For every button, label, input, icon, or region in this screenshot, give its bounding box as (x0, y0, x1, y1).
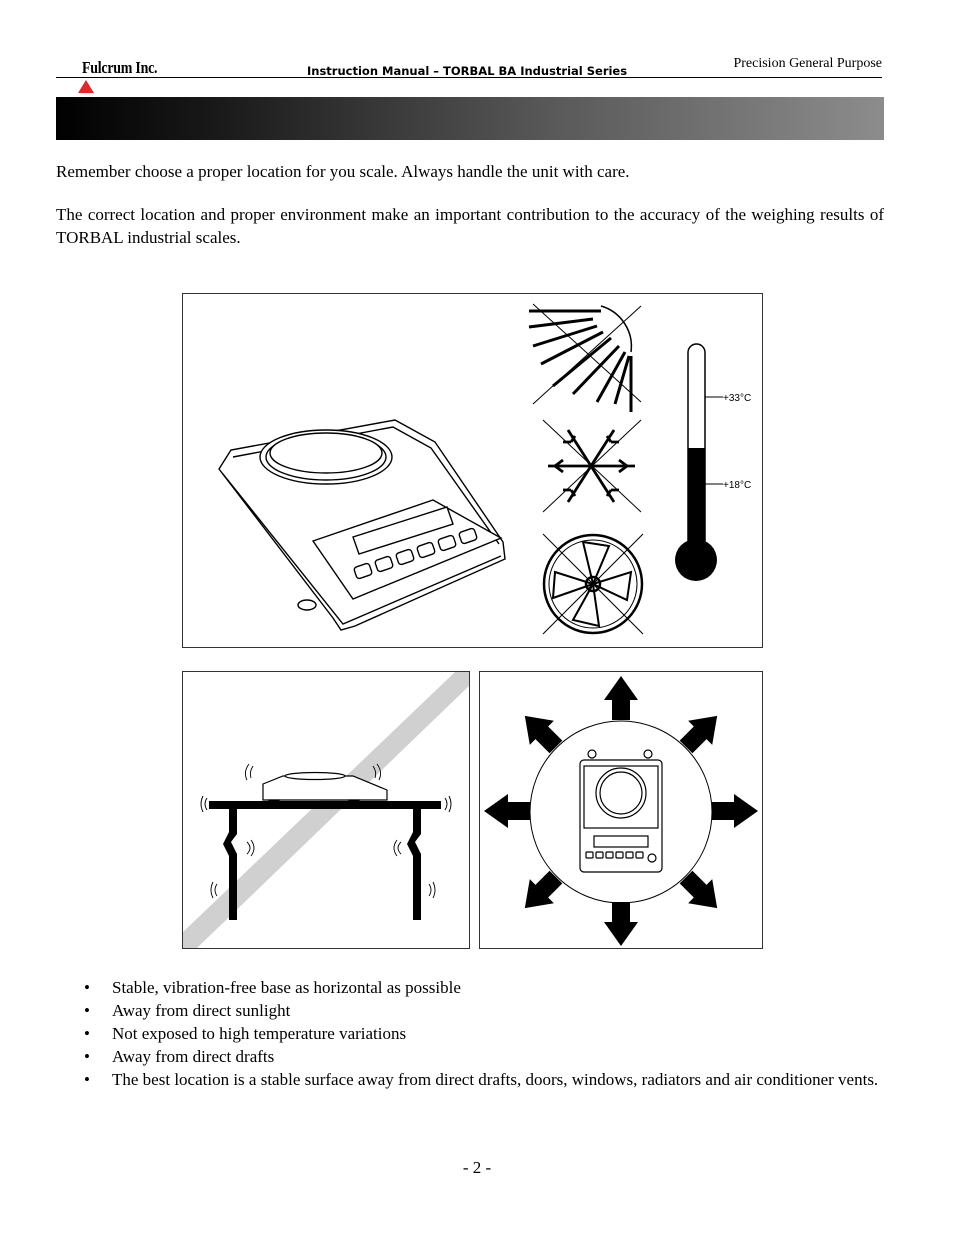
location-paragraph: The correct location and proper environment make an important contribution to the accuracy of the weighing results of TORBAL industrial scales. (56, 205, 884, 247)
intro-paragraph: Remember choose a proper location for you scale. Always handle the unit with care. (56, 162, 630, 181)
clearance-illustration (480, 672, 762, 948)
environment-illustration (183, 294, 762, 647)
list-item: • Away from direct drafts (84, 1047, 275, 1066)
bullet-text: Not exposed to high temperature variations (112, 1024, 407, 1043)
manual-title: Instruction Manual – TORBAL BA Industrial Series (307, 64, 628, 78)
clearance-figure (479, 671, 763, 949)
logo-triangle-icon (78, 80, 94, 93)
thermometer-icon (675, 344, 723, 581)
section-banner (56, 97, 884, 140)
thermometer-low-label: +18°C (723, 480, 752, 491)
balance-drawing (219, 420, 505, 630)
header-divider (56, 77, 882, 78)
bullet-text: Away from direct sunlight (112, 1001, 291, 1020)
page-number: - 2 - (462, 1158, 492, 1177)
bullet-text: The best location is a stable surface away from direct drafts, doors, windows, radiators and air conditioner vents. (112, 1070, 879, 1089)
list-item: • Stable, vibration-free base as horizontal as possible (84, 978, 461, 997)
vibration-figure (182, 671, 470, 949)
list-item: • The best location is a stable surface away from direct drafts, doors, windows, radiators and air conditioner vents. (84, 1070, 879, 1089)
prohibited-stripe (183, 672, 469, 948)
header-subtitle: Precision General Purpose (733, 56, 882, 71)
location-requirements-list (56, 976, 884, 1091)
environment-figure (182, 293, 763, 648)
list-item: • Not exposed to high temperature variations (84, 1024, 407, 1043)
bullet-text: Away from direct drafts (112, 1047, 275, 1066)
bullet-text: Stable, vibration-free base as horizontal as possible (112, 978, 461, 997)
draft-warning-icon (543, 534, 643, 634)
company-logo: Fulcrum Inc. (82, 58, 158, 77)
cold-warning-icon (543, 420, 641, 512)
vibration-illustration (183, 672, 469, 948)
thermometer-high-label: +33°C (723, 393, 752, 404)
sunlight-warning-icon (529, 304, 641, 412)
top-view-balance-icon (580, 750, 662, 872)
list-item: • Away from direct sunlight (84, 1001, 291, 1020)
